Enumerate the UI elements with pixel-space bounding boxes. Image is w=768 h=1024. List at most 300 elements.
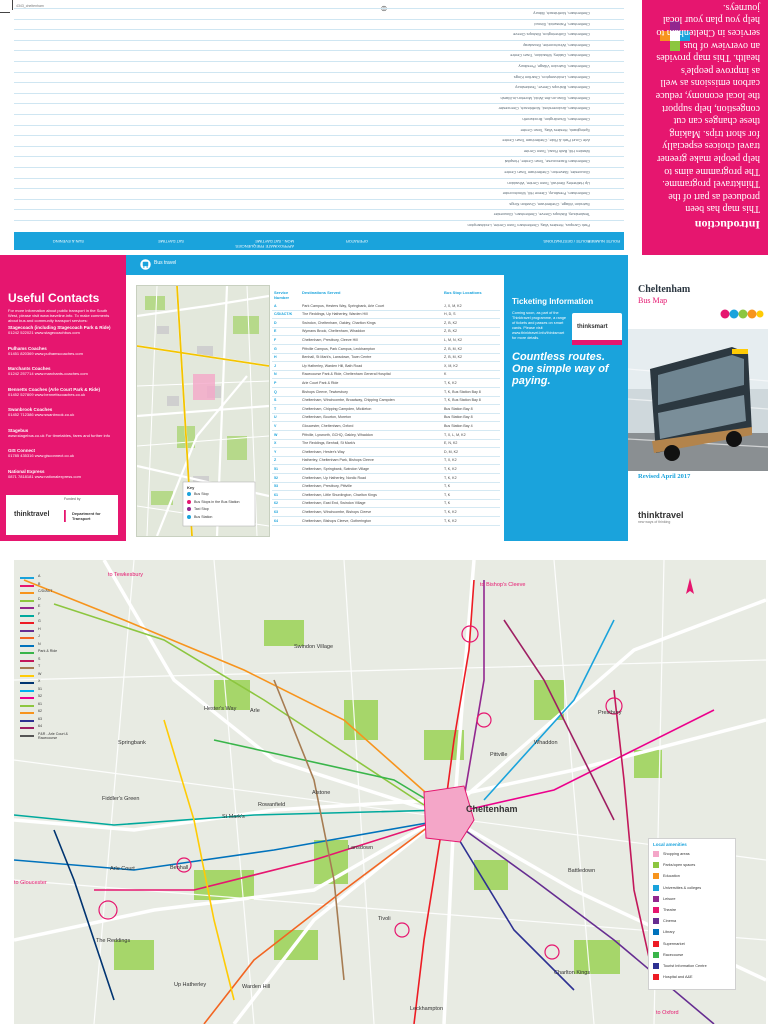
- route-table-header-destinations: Destinations Served: [302, 290, 341, 295]
- ticketing-body: Coming soon, as part of the Thinktravel programme, a range of tickets and passes on smart cards. Please visit www.thinktravel.info/thinksmart for more details.: [512, 311, 567, 340]
- route-line-swatch: [20, 682, 34, 684]
- contact-detail[interactable]: 01452 712386 www.swanbrook.co.uk: [8, 412, 75, 417]
- route-legend: [20, 574, 68, 739]
- route-table-cell-id: 52: [274, 475, 278, 480]
- street-map-key: [185, 484, 255, 524]
- timetable-row-route: Warden Hill, Bath Road, Town Centre: [523, 148, 590, 154]
- route-table-cell-dest: Wymans Brook, Cheltenham, Whaddon: [302, 329, 366, 334]
- route-table-cell-id: 62: [274, 501, 278, 506]
- route-table-cell-stops: Bus Station Bay 4: [444, 423, 473, 428]
- timetable-row-route: Cheltenham, Swindon Village, Prestbury: [518, 64, 590, 69]
- timetable-row: [14, 50, 624, 60]
- route-line-swatch: [20, 585, 34, 587]
- contact-entry: [8, 346, 118, 356]
- thinktravel-logo-small: thinktravel: [14, 511, 50, 518]
- key-dot-icon: [187, 515, 191, 519]
- useful-contacts-title: Useful Contacts: [8, 291, 100, 305]
- contact-name: National Express: [8, 468, 45, 474]
- route-legend-item: [20, 634, 68, 642]
- route-table-cell-id: 61: [274, 492, 278, 497]
- route-table-cell-dest: Racecourse Park & Ride, Cheltenham General Hospital: [302, 372, 391, 377]
- contact-name: GIS Connect: [8, 448, 36, 453]
- route-table-cell-stops: T, K, K2: [444, 466, 457, 471]
- dft-logo-text: Department for Transport: [72, 511, 101, 521]
- cover-panel: [628, 255, 768, 541]
- timetable-row: [14, 156, 624, 166]
- route-legend-label: C/D/ACT: [38, 589, 53, 593]
- timetable-panel: [14, 0, 766, 255]
- route-table-cell-id: A: [274, 303, 277, 308]
- place-label-tivoli: Tivoli: [378, 916, 391, 922]
- timetable-row-route: Cheltenham, Andoversford, Northleach, Cirencester: [498, 106, 590, 112]
- amenity-swatch-icon: [653, 963, 659, 969]
- introduction-panel: [642, 0, 768, 255]
- useful-contacts-intro: For more information about public transport in the South West, please visit www.traveline.info. To make comments about bus and community transport services:: [8, 308, 110, 323]
- route-table-row: [272, 457, 500, 466]
- route-table-cell-stops: Z, B, K2: [444, 320, 457, 325]
- route-table-row: [272, 388, 500, 397]
- route-table-cell-dest: Gloucester, Cheltenham, Oxford: [302, 423, 354, 428]
- route-table-cell-dest: The Reddings, Up Hatherley, Warden Hill: [302, 312, 368, 317]
- route-table-cell-dest: Hatherley, Cheltenham Park, Bishops Cleeve: [302, 458, 374, 463]
- route-table-cell-id: D: [274, 320, 277, 325]
- route-table-cell-stops: Z, B, M, K2: [444, 355, 462, 360]
- route-table-cell-dest: Cheltenham, Bishops Cleeve, Gotherington: [302, 518, 372, 523]
- route-legend-label: 63: [38, 716, 42, 721]
- route-legend-label: H: [38, 626, 41, 631]
- route-table-cell-dest: Cheltenham, Prestbury, Pittville: [302, 484, 352, 489]
- route-table-row: [272, 379, 500, 388]
- route-table-row: [272, 371, 500, 380]
- route-table-cell-id: P: [274, 380, 277, 385]
- timetable-row: [14, 220, 624, 230]
- thinksmart-card: [572, 313, 622, 345]
- route-table-cell-id: S: [274, 398, 277, 403]
- contact-entry: [8, 469, 118, 479]
- ticketing-title: Ticketing Information: [512, 297, 594, 306]
- route-table-cell-dest: Bishops Cleeve, Tewkesbury: [302, 389, 348, 394]
- route-table-cell-stops: T, K, Bus Station Bay 8: [444, 398, 481, 403]
- timetable-row: [14, 114, 624, 124]
- route-legend-label: 51: [38, 686, 42, 691]
- route-table-row: [272, 508, 500, 517]
- cheltenham-bus-network-map: [14, 560, 766, 1024]
- direction-label-gloucester: to Gloucester: [14, 880, 47, 886]
- route-legend-item: [20, 582, 68, 590]
- route-table-cell-id: Q: [274, 389, 277, 394]
- route-table-cell-id: J: [274, 363, 276, 368]
- introduction-title: Introduction: [694, 218, 760, 232]
- route-table-cell-stops: T, K, K2: [444, 380, 457, 385]
- route-table-cell-dest: Cheltenham, Winchcombe, Bishops Cleeve: [302, 509, 372, 514]
- route-table-cell-stops: T, K, K2: [444, 475, 457, 480]
- place-label-whaddon: Whaddon: [534, 740, 558, 746]
- route-line-swatch: [20, 667, 34, 669]
- place-label-warden-hill: Warden Hill: [242, 984, 271, 990]
- street-map-key-title: Key: [187, 485, 195, 490]
- timetable-header-cell: SAT DAYTIME: [157, 239, 184, 244]
- route-table-cell-dest: Arle Court Park & Ride: [302, 380, 339, 385]
- route-table: [272, 290, 500, 525]
- place-label-fiddlers-green: Fiddler's Green: [102, 796, 140, 802]
- timetable-header: [14, 232, 624, 250]
- timetable-row: [14, 188, 624, 198]
- route-table-cell-stops: Z, B, K2: [444, 329, 457, 334]
- route-line-swatch: [20, 660, 34, 662]
- route-table-row: [272, 362, 500, 371]
- route-legend-item: [20, 687, 68, 695]
- thinktravel-tagline: new ways of thinking: [638, 520, 671, 524]
- route-table-row: [272, 465, 500, 474]
- timetable-row-route: Arle Court Park & Ride, Cheltenham Town Centre: [502, 138, 590, 144]
- route-table-cell-dest: Cheltenham, Prestbury, Cleeve Hill: [302, 337, 358, 342]
- route-line-swatch: [20, 645, 34, 647]
- timetable-row-route: Gloucester, Staverton, Cheltenham Town Centre: [504, 170, 590, 175]
- place-label-battledown: Battledown: [568, 868, 596, 874]
- timetable: [14, 4, 624, 250]
- route-table-cell-id: Y: [274, 449, 277, 454]
- route-line-swatch: [20, 622, 34, 624]
- route-legend-item: [20, 657, 68, 665]
- timetable-row-route: Cheltenham Racecourse, Town Centre, Hospital: [504, 159, 590, 165]
- amenity-swatch-icon: [653, 862, 659, 868]
- crown-icon: [64, 505, 70, 527]
- timetable-header-cell: MON - SAT DAYTIME: [255, 239, 294, 244]
- route-legend-item: [20, 604, 68, 612]
- route-legend-item: [20, 642, 68, 650]
- timetable-row-route: Tewkesbury, Bishops Cleeve, Cheltenham, Gloucester: [493, 212, 590, 218]
- route-line-swatch: [20, 712, 34, 714]
- route-table-row: [272, 311, 500, 320]
- ticketing-panel: [504, 275, 628, 541]
- amenity-swatch-icon: [653, 918, 659, 924]
- route-table-cell-dest: Cheltenham, Chipping Campden, Mickleton: [302, 406, 372, 411]
- route-table-cell-stops: Bus Station Bay 8: [444, 415, 473, 420]
- key-dot-icon: [187, 507, 191, 511]
- route-table-cell-id: G: [274, 346, 277, 351]
- route-table-row: [272, 448, 500, 457]
- amenity-swatch-icon: [653, 885, 659, 891]
- route-table-row: [272, 354, 500, 363]
- route-legend-label: 52: [38, 694, 42, 698]
- route-line-swatch: [20, 735, 34, 737]
- timetable-row-route: Cheltenham, Gotherington, Bishops Cleeve: [513, 32, 590, 38]
- amenity-label: Shopping areas: [663, 852, 690, 856]
- contact-name: Swanbrook Coaches: [8, 407, 53, 412]
- amenity-label: Supermarket: [663, 941, 685, 946]
- timetable-row-route: Cheltenham, Prestbury, Cleeve Hill, Winchcombe: [502, 191, 590, 197]
- place-label-leckhampton: Leckhampton: [410, 1006, 444, 1012]
- contact-detail[interactable]: 01785 435316 www.gisconnect.co.uk: [8, 453, 75, 458]
- route-line-swatch: [20, 592, 34, 594]
- amenity-swatch-icon: [653, 952, 659, 958]
- route-table-cell-stops: T, K, K2: [444, 518, 457, 523]
- place-label-lansdown: Lansdown: [348, 845, 374, 851]
- timetable-row: [14, 82, 624, 92]
- contact-entry: [8, 448, 118, 458]
- route-legend-label: P&R - Arle Court & Racecourse: [38, 731, 68, 740]
- route-table-row: [272, 440, 500, 449]
- contact-entry: [8, 387, 118, 397]
- place-label-cheltenham: Cheltenham: [466, 804, 518, 814]
- route-table-row: [272, 405, 500, 414]
- registration-mark-top: ⊕: [380, 4, 388, 13]
- amenity-swatch-icon: [653, 896, 659, 902]
- route-table-row: [272, 302, 500, 311]
- route-table-cell-dest: Cheltenham, Bourton, Moreton: [302, 415, 352, 420]
- card-stripe: [572, 340, 622, 345]
- route-table-header-stops: Bus Stop Locations: [444, 290, 482, 295]
- contact-entry: [8, 407, 118, 417]
- timetable-row-route: Cheltenham, Shurdington, Brockworth: [522, 117, 590, 122]
- route-table-cell-stops: T, K: [444, 501, 451, 506]
- place-label-rowanfield: Rowanfield: [258, 802, 286, 808]
- route-table-cell-stops: T, K: [444, 492, 451, 497]
- route-table-row: [272, 336, 500, 345]
- route-line-swatch: [20, 705, 34, 707]
- route-legend-label: S: [38, 656, 41, 661]
- timetable-row-route: Park Campus, Hesters Way, Cheltenham Town Centre, Leckhampton: [467, 223, 590, 228]
- route-table-cell-dest: Cheltenham, East End, Swindon Village: [302, 501, 366, 506]
- amenity-swatch-icon: [653, 907, 659, 913]
- place-label-springbank: Springbank: [118, 740, 146, 746]
- route-legend-label: 62: [38, 709, 42, 713]
- timetable-row: [14, 19, 624, 29]
- contact-name: Marchants Coaches: [8, 366, 51, 371]
- route-legend-label: 61: [38, 701, 42, 706]
- route-table-cell-id: U: [274, 415, 277, 420]
- route-table-cell-id: V: [274, 423, 277, 428]
- timetable-row: [14, 40, 624, 50]
- route-table-cell-id: F: [274, 337, 277, 342]
- dft-logo: [64, 505, 108, 527]
- route-table-cell-id: 63: [274, 509, 278, 514]
- route-table-row: [272, 422, 500, 431]
- route-table-cell-dest: Cheltenham, Up Hatherley, Nordic Road: [302, 475, 367, 480]
- amenity-label: Hospital and A&E: [663, 975, 693, 980]
- route-table-row: [272, 474, 500, 483]
- amenity-swatch-icon: [653, 974, 659, 980]
- ticketing-slogan: Countless routes. One simple way of paying.: [512, 351, 609, 387]
- crop-mark-tl-v: [12, 0, 13, 10]
- contact-name: Stagecoach (including Stagecoach Park & Ride): [8, 325, 111, 330]
- place-label-benhall: Benhall: [170, 865, 189, 871]
- revised-date: Revised April 2017: [638, 473, 691, 480]
- route-table-cell-dest: The Reddings, Benhall, St Mark's: [302, 441, 356, 446]
- direction-label-bishops-cleeve: to Bishop's Cleeve: [480, 582, 526, 588]
- amenity-label: Racecourse: [663, 952, 684, 957]
- route-table-cell-id: H: [274, 355, 277, 360]
- route-legend-label: Park & Ride: [38, 649, 58, 653]
- route-table-cell-id: 64: [274, 518, 278, 523]
- local-amenities-key: [648, 838, 736, 990]
- route-legend-item: [20, 589, 68, 597]
- route-table-cell-stops: Bus Station Bay 8: [444, 406, 473, 411]
- contact-detail[interactable]: 01242 257714 www.marchants-coaches.com: [8, 371, 88, 376]
- street-map-key-label: Taxi Stop: [194, 507, 209, 511]
- route-table-cell-dest: Park Campus, Hesters Way, Springbank, Arle Court: [302, 303, 385, 308]
- route-legend-item: [20, 702, 68, 710]
- timetable-header-cell: ROUTE / DESTINATIONS: [543, 239, 590, 244]
- route-legend-label: T: [38, 664, 41, 668]
- route-table-row: [272, 431, 500, 440]
- route-table-row: [272, 517, 500, 526]
- route-table-cell-stops: E, N, K2: [444, 441, 458, 446]
- route-legend-item: [20, 709, 68, 717]
- route-table-cell-dest: Up Hatherley, Warden Hill, Bath Road: [302, 363, 363, 368]
- contact-name: Bennetts Coaches (Arle Court Park & Ride): [8, 386, 101, 392]
- timetable-row: [14, 125, 624, 135]
- route-line-swatch: [20, 690, 34, 692]
- funded-by-label: Funded by: [64, 497, 81, 501]
- timetable-row: [14, 146, 624, 156]
- route-table-cell-id: X: [274, 441, 277, 446]
- timetable-row: [14, 167, 624, 177]
- timetable-row-route: Swindon Village, Cheltenham, Charlton Kings: [509, 201, 590, 207]
- amenity-swatch-icon: [653, 929, 659, 935]
- contact-name: Stagebus: [8, 427, 29, 433]
- route-table-cell-dest: Pittville Campus, Park Campus, Leckhampton: [302, 346, 376, 351]
- bus-travel-label: Bus travel: [154, 260, 177, 266]
- route-legend-item: [20, 672, 68, 680]
- street-map-key-label: Bus Station: [194, 514, 213, 519]
- timetable-row-route: Cheltenham, Northleach, Bibury: [533, 11, 590, 16]
- route-legend-item: [20, 694, 68, 702]
- route-legend-item: [20, 597, 68, 605]
- route-legend-label: 64: [38, 724, 42, 728]
- route-table-cell-id: C/D/ACT/K: [274, 312, 293, 317]
- route-table-cell-stops: Z, B, M, K2: [444, 346, 462, 351]
- amenity-label: Leisure: [663, 896, 676, 901]
- route-line-swatch: [20, 652, 34, 654]
- route-legend-label: J: [38, 634, 40, 638]
- amenity-label: Education: [663, 874, 680, 879]
- route-table-cell-dest: Cheltenham, Winchcombe, Broadway, Chipping Campden: [302, 398, 395, 403]
- route-table-cell-dest: Pittville, Lynworth, GCHQ, Oakley, Whaddon: [302, 432, 373, 437]
- route-legend-item: [20, 717, 68, 725]
- contact-detail[interactable]: www.stagebus.co.uk For timetables, fares and further info: [8, 432, 111, 438]
- timetable-row: [14, 93, 624, 103]
- route-table-cell-id: 51: [274, 466, 278, 471]
- route-table-cell-stops: T, X, L, M, K2: [444, 432, 466, 437]
- route-legend-item: [20, 612, 68, 620]
- cover-title: Cheltenham: [638, 284, 691, 295]
- route-legend-label: F: [38, 611, 41, 616]
- route-table-header-service: Service Number: [274, 290, 290, 300]
- route-line-swatch: [20, 727, 34, 729]
- contact-name: Pulhams Coaches: [8, 345, 47, 351]
- place-label-alstone: Alstone: [312, 790, 331, 796]
- route-table-cell-stops: K: [444, 372, 447, 377]
- timetable-header-cell: SUN & EVENING: [52, 239, 84, 244]
- route-table-row: [272, 397, 500, 406]
- route-legend-item: [20, 619, 68, 627]
- corner-mark: 4343_cheltenham: [16, 4, 44, 8]
- bus-travel-bar: [126, 255, 628, 275]
- place-label-arle: Arle: [250, 708, 260, 714]
- amenity-label: Universities & colleges: [663, 885, 702, 890]
- place-label-charlton-kings: Charlton Kings: [554, 970, 591, 976]
- timetable-row-route: Cheltenham, Painswick, Stroud: [534, 21, 590, 27]
- route-line-swatch: [20, 577, 34, 579]
- route-table-row: [272, 319, 500, 328]
- route-table-cell-stops: T, K, K2: [444, 509, 457, 514]
- timetable-row-route: Cheltenham, Bishops Cleeve, Tewkesbury: [515, 85, 590, 91]
- timetable-row-route: Springbank, Hesters Way, Town Centre: [520, 127, 590, 133]
- route-legend-label: N: [38, 641, 41, 646]
- bus-icon: [140, 259, 151, 270]
- route-legend-label: E: [38, 604, 41, 608]
- useful-contacts-panel: [0, 255, 126, 541]
- cover-subtitle: Bus Map: [638, 296, 668, 305]
- contact-detail[interactable]: 0871 7818181 www.nationalexpress.com: [8, 473, 81, 479]
- route-table-cell-stops: T, K, Bus Station Bay 8: [444, 389, 481, 394]
- route-table-cell-id: 53: [274, 484, 278, 489]
- route-table-cell-dest: Cheltenham, Hester's Way: [302, 449, 345, 454]
- key-dot-icon: [187, 492, 191, 496]
- introduction-body: This map has been produced as part of the Thinktravel programme. The programme aims to help people make greener travel choices especially for short trips. Making these changes can cut congestion, help support the local economy, reduce carbon emissions as well as improve people's health. This map provides an overview of bus services in Cheltenham to help you plan your local journeys.: [655, 1, 760, 215]
- timetable-row: [14, 72, 624, 82]
- thinktravel-logo: thinktravel: [638, 510, 684, 520]
- contact-detail[interactable]: 01451 820369 www.pulhamscoaches.com: [8, 350, 83, 356]
- route-table-cell-stops: T, X, K2: [444, 458, 457, 463]
- timetable-row-route: Cheltenham, Oakley, Whaddon, Town Centre: [510, 53, 590, 59]
- thinksmart-card-label: thinksmart: [577, 324, 608, 330]
- timetable-row: [14, 135, 624, 145]
- place-label-swindon-village: Swindon Village: [294, 644, 334, 650]
- route-table-cell-id: N: [274, 372, 277, 377]
- contact-detail[interactable]: 01452 527809 www.bennettscoaches.co.uk: [8, 391, 86, 397]
- route-line-swatch: [20, 720, 34, 722]
- route-legend-item: [20, 664, 68, 672]
- route-legend-label: D: [38, 596, 41, 601]
- transport-mode-icons: [720, 309, 764, 319]
- route-line-swatch: [20, 607, 34, 609]
- timetable-row-route: Up Hatherley, Benhall, Town Centre, Whaddon: [507, 180, 590, 186]
- timetable-row: [14, 103, 624, 113]
- timetable-row: [14, 8, 624, 18]
- route-table-cell-stops: X, M, K2: [444, 363, 458, 368]
- timetable-header-cell: APPROXIMATE FREQUENCIES: [235, 244, 294, 249]
- direction-label-oxford: to Oxford: [656, 1010, 679, 1016]
- route-legend-label: X: [38, 679, 41, 683]
- contact-entry: [8, 366, 118, 376]
- route-legend-item: [20, 732, 68, 740]
- place-label-hesters-way: Hester's Way: [204, 706, 237, 712]
- route-table-row: [272, 500, 500, 509]
- street-map-key-label: Bus Stops in the Bus Station: [194, 499, 240, 504]
- timetable-row: [14, 61, 624, 71]
- route-legend-label: B: [38, 581, 41, 586]
- route-line-swatch: [20, 615, 34, 617]
- place-label-prestbury: Prestbury: [598, 710, 622, 716]
- route-legend-label: W: [38, 671, 42, 676]
- route-line-swatch: [20, 675, 34, 677]
- timetable-row: [14, 178, 624, 188]
- contact-entry: [8, 325, 118, 335]
- double-decker-bus-photo: [628, 329, 768, 471]
- route-table-cell-dest: Benhall, St Mark's, Lansdown, Town Centre: [302, 355, 372, 360]
- route-table-row: [272, 491, 500, 500]
- timetable-row: [14, 199, 624, 209]
- timetable-row-route: Cheltenham, Winchcombe, Broadway: [523, 42, 590, 48]
- timetable-row-route: Cheltenham, Stow-on-the-Wold, Moreton-in-Marsh: [500, 95, 590, 101]
- amenity-label: Theatre: [663, 908, 677, 912]
- route-table-cell-id: T: [274, 406, 277, 411]
- contact-detail[interactable]: 01242 522021 www.stagecoachbus.com: [8, 330, 80, 335]
- amenity-label: Cinema: [663, 919, 677, 924]
- place-label-arle-court: Arle Court: [110, 866, 135, 872]
